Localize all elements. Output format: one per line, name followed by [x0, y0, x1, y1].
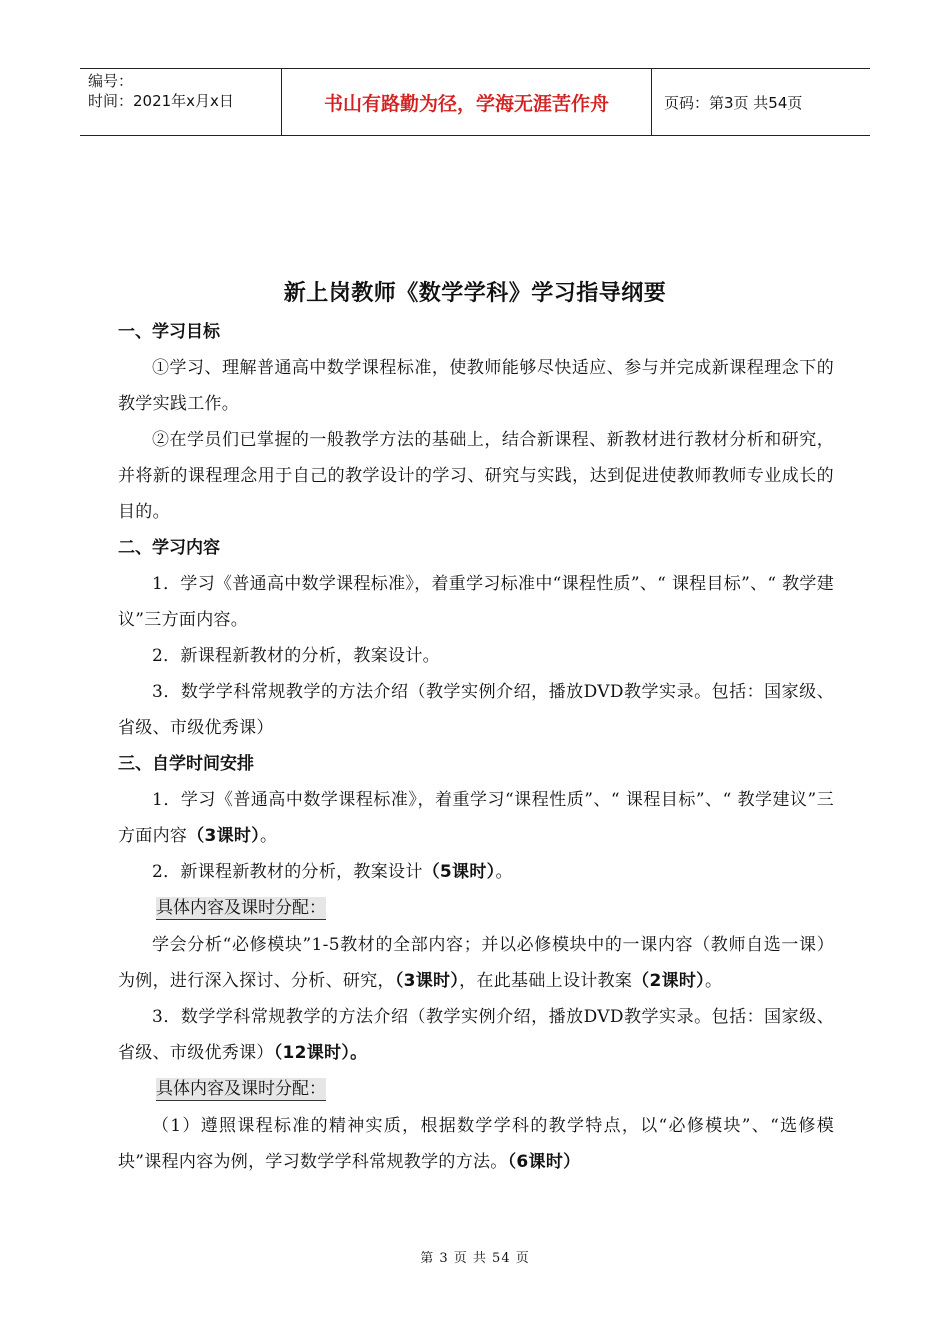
hours-bold: （6课时）: [507, 1152, 581, 1172]
section-heading-schedule: 三、自学时间安排: [118, 754, 254, 774]
text-span: 。: [260, 826, 278, 846]
text-span: 学会分析“必修模块”1-5教材的全部内容；并以必修模块中的一课内容（教师自选一课）为例，进行深入探讨、分析、研究，: [118, 935, 834, 991]
document-title: 新上岗教师《数学学科》学习指导纲要: [283, 281, 667, 306]
document-body: [118, 314, 834, 1180]
text-span: 1．学习《普通高中数学课程标准》，着重学习“课程性质”、“ 课程目标”、“ 教学建议”三方面内容: [118, 790, 834, 846]
paragraph-schedule-detail-2: [118, 1108, 834, 1180]
section-heading-goals: 一、学习目标: [118, 322, 220, 342]
header-number-label: 编号：: [88, 72, 134, 90]
paragraph-goal-2: ②在学员们已掌握的一般教学方法的基础上，结合新课程、新教材进行教材分析和研究，并将新的课程理念用于自己的教学设计的学习、研究与实践，达到促进使教师教师专业成长的目的。: [118, 430, 834, 522]
text-span: 。: [495, 862, 513, 882]
text-span: 3．数学学科常规教学的方法介绍（教学实例介绍，播放DVD教学实录。包括：国家级、省级、市级优秀课）: [118, 1007, 834, 1063]
hours-bold: （12课时）。: [273, 1043, 368, 1063]
paragraph-schedule-detail-1: [118, 927, 834, 999]
paragraph-schedule-2: [118, 854, 834, 890]
paragraph-content-1: 1．学习《普通高中数学课程标准》，着重学习标准中“课程性质”、“ 课程目标”、“ 教学建议”三方面内容。: [118, 574, 834, 630]
header-table: [80, 68, 870, 136]
header-page-info: 页码：第3页 共54页: [664, 93, 803, 112]
subheading-allocation-2: 具体内容及课时分配：: [156, 1079, 326, 1099]
text-span: （1）遵照课程标准的精神实质，根据数学学科的教学特点，以“必修模块”、“选修模块”课程内容为例，学习数学学科常规教学的方法。: [118, 1116, 834, 1172]
hours-bold: （2课时）: [632, 971, 705, 991]
text-span: ，在此基础上设计教案: [459, 971, 633, 991]
paragraph-schedule-1: [118, 782, 834, 854]
subheading-allocation-1: 具体内容及课时分配：: [156, 898, 326, 918]
page-footer: 第 3 页 共 54 页: [420, 1251, 530, 1266]
paragraph-content-2: 2．新课程新教材的分析，教案设计。: [152, 646, 440, 666]
hours-bold: （5课时）: [422, 862, 496, 882]
paragraph-schedule-3: [118, 999, 834, 1071]
text-span: 。: [705, 971, 723, 991]
paragraph-goal-1: ①学习、理解普通高中数学课程标准，使教师能够尽快适应、参与并完成新课程理念下的教学实践工作。: [118, 358, 834, 414]
text-span: 2．新课程新教材的分析，教案设计: [152, 862, 423, 882]
header-left-cell: [80, 69, 282, 135]
header-date-label: 时间：2021年x月x日: [88, 92, 234, 110]
hours-bold: （3课时）: [394, 971, 460, 991]
paragraph-content-3: 3．数学学科常规教学的方法介绍（教学实例介绍，播放DVD教学实录。包括：国家级、省级、市级优秀课）: [118, 682, 834, 738]
section-heading-content: 二、学习内容: [118, 538, 220, 558]
header-motto: 书山有路勤为径，学海无涯苦作舟: [282, 69, 652, 135]
hours-bold: （3课时）: [187, 826, 261, 846]
